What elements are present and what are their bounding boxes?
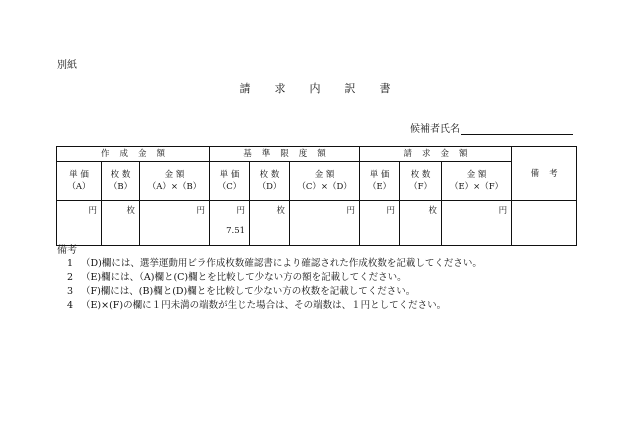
document-title: 請求内訳書 <box>239 82 415 95</box>
base-unit-price: 7.51 <box>226 226 246 236</box>
data-row <box>57 201 577 246</box>
column-header: 単 価 （C） <box>210 162 250 201</box>
billing-breakdown-table <box>56 146 577 246</box>
cell-amount-ab[interactable]: 円 <box>140 201 210 246</box>
column-header: 単 価 （A） <box>57 162 102 201</box>
group-header-claim: 請求金額 <box>360 147 512 162</box>
cell-count-f[interactable]: 枚 <box>400 201 442 246</box>
column-header: 金 額 （C）×（D） <box>290 162 360 201</box>
note-item: 2 （E)欄には、（A)欄と(C)欄とを比較して少ない方の額を記載してください。 <box>67 272 407 283</box>
cell-unit-price-c[interactable]: 円 7.51 <box>210 201 250 246</box>
notes-title: 備考 <box>57 245 77 256</box>
candidate-name-label: 候補者氏名 <box>410 124 460 135</box>
candidate-name-line[interactable] <box>461 124 573 135</box>
column-header: 枚 数 （F） <box>400 162 442 201</box>
group-header-production: 作成金額 <box>57 147 210 162</box>
note-item: 3 （F)欄には、(B)欄と(D)欄とを比較して少ない方の枚数を記載してください。 <box>67 286 416 297</box>
cell-amount-ef[interactable]: 円 <box>442 201 512 246</box>
group-header-row <box>57 147 577 162</box>
cell-unit-price-a[interactable]: 円 <box>57 201 102 246</box>
column-header: 枚 数 （B） <box>102 162 140 201</box>
group-header-limit: 基準限度額 <box>210 147 360 162</box>
column-header: 枚 数 （D） <box>250 162 290 201</box>
note-item: 4 （E)×(F)の欄に１円未満の端数が生じた場合は、その端数は、１円としてください。 <box>67 300 447 311</box>
attachment-label: 別紙 <box>57 60 77 71</box>
cell-unit-price-e[interactable]: 円 <box>360 201 400 246</box>
candidate-name-field[interactable] <box>410 120 573 135</box>
cell-count-d[interactable]: 枚 <box>250 201 290 246</box>
column-header: 金 額 （E）×（F） <box>442 162 512 201</box>
cell-count-b[interactable]: 枚 <box>102 201 140 246</box>
cell-amount-cd[interactable]: 円 <box>290 201 360 246</box>
column-header: 金 額 （A）×（B） <box>140 162 210 201</box>
note-item: 1 （D)欄には、選挙運動用ビラ作成枚数確認書により確認された作成枚数を記載してください。 <box>67 258 482 269</box>
remarks-header: 備考 <box>512 147 577 201</box>
column-header-row <box>57 162 577 201</box>
column-header: 単 価 （E） <box>360 162 400 201</box>
cell-remarks[interactable] <box>512 201 577 246</box>
